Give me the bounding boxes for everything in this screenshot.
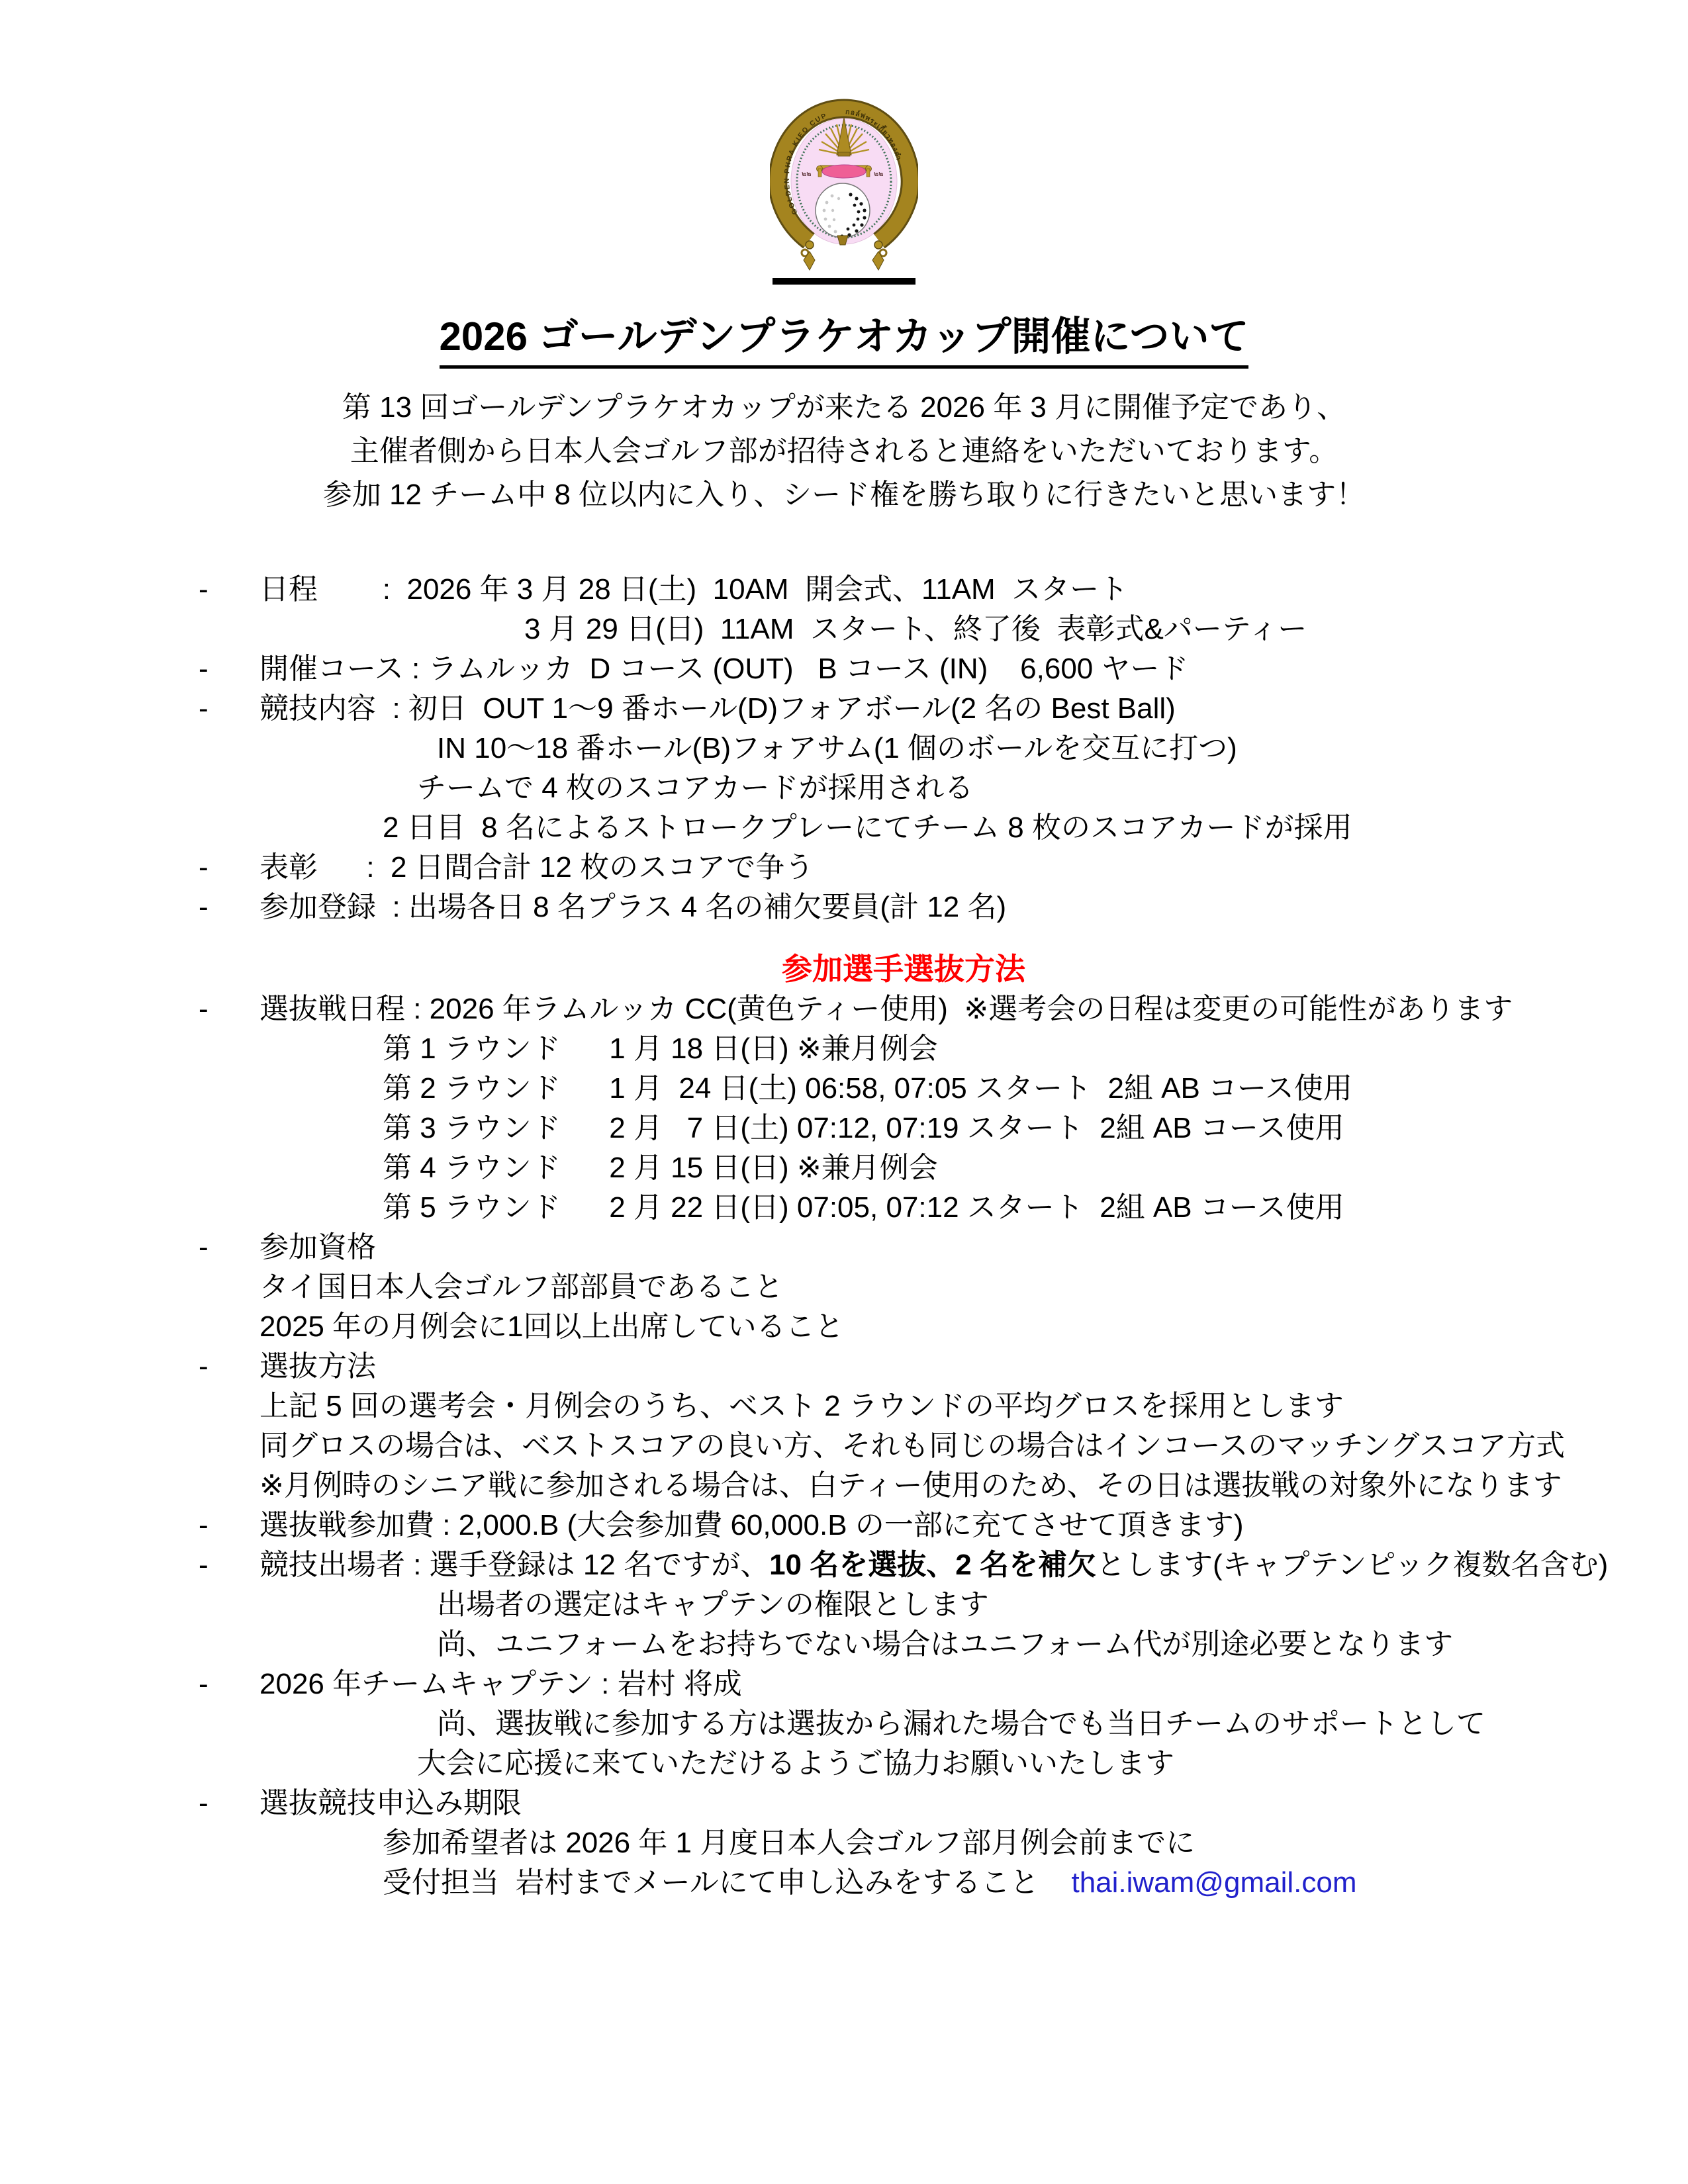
schedule-line-2: 3 月 29 日(日) 11AM スタート、終了後 表彰式&パーティー — [524, 613, 1307, 645]
bullet-dash: - — [199, 1509, 209, 1541]
bullet-dash: - — [199, 653, 209, 685]
intro-line-1: 第 13 回ゴールデンプラケオカップが来たる 2026 年 3 月に開催予定であり、 — [342, 391, 1346, 424]
captain-line: 2026 年チームキャプテン : 岩村 将成 — [259, 1668, 742, 1700]
round-3-line: 第 3 ラウンド 2 月 7 日(土) 07:12, 07:19 スタート 2組 AB コース使用 — [383, 1112, 1344, 1144]
course-line: 開催コース : ラムルッカ D コース (OUT) B コース (IN) 6,600 ヤード — [259, 653, 1189, 685]
logo-arc-text-left-path: GOLDEN PHRA KIEO CUP — [782, 111, 829, 216]
row-players — [199, 1545, 1609, 1585]
round-1-line: 第 1 ラウンド 1 月 18 日(日) ※兼月例会 — [383, 1032, 938, 1065]
round-2-line: 第 2 ラウンド 1 月 24 日(土) 06:58, 07:05 スタート 2組 AB コース使用 — [383, 1072, 1352, 1105]
method-line-3: 同グロスの場合は、ベストスコアの良い方、それも同じの場合はインコースのマッチングスコア方式 — [259, 1430, 1566, 1462]
eligibility-line: 参加資格 — [259, 1231, 376, 1263]
format-line-3: チームで 4 枚のスコアカードが採用される — [417, 772, 974, 804]
row-fee — [199, 1506, 1609, 1545]
row-deadline — [199, 1784, 1609, 1823]
bullet-dash: - — [199, 993, 209, 1025]
row-eligibility — [199, 1228, 1609, 1267]
method-line-4: ※月例時のシニア戦に参加される場合は、白ティー使用のため、その日は選抜戦の対象外になります — [259, 1469, 1562, 1502]
round-5-line: 第 5 ラウンド 2 月 22 日(日) 07:05, 07:12 スタート 2組 AB コース使用 — [383, 1191, 1344, 1224]
schedule-line: 日程 : 2026 年 3 月 28 日(土) 10AM 開会式、11AM スタート — [259, 573, 1129, 606]
players-line-post: とします(キャプテンピック複数名含む) — [1096, 1549, 1609, 1581]
selection-method-heading: 参加選手選抜方法 — [782, 952, 1025, 986]
method-line-2: 上記 5 回の選考会・月例会のうち、ベスト 2 ラウンドの平均グロスを採用とします — [259, 1390, 1344, 1422]
row-schedule — [199, 570, 1609, 610]
captain-line-2: 尚、選抜戦に参加する方は選抜から漏れた場合でも当日チームのサポートとして — [437, 1707, 1485, 1740]
deadline-line-3 — [199, 1863, 1609, 1903]
players-line-pre: 競技出場者 : 選手登録は 12 名ですが、 — [259, 1549, 770, 1581]
format-line: 競技内容 : 初日 OUT 1～9 番ホール(D)フォアボール(2 名の Best Ball) — [259, 692, 1176, 725]
row-course — [199, 649, 1609, 689]
intro-line-3: 参加 12 チーム中 8 位以内に入り、シード権を勝ち取りに行きたいと思います！ — [322, 478, 1366, 511]
deadline-line-2: 参加希望者は 2026 年 1 月度日本人会ゴルフ部月例会前までに — [383, 1827, 1196, 1859]
bullet-dash: - — [199, 1668, 209, 1700]
logo-emblem-icon — [770, 98, 918, 275]
row-method — [199, 1347, 1609, 1387]
row-selection-schedule — [199, 989, 1609, 1029]
page-title — [0, 314, 1688, 369]
players-line-3: 尚、ユニフォームをお持ちでない場合はユニフォーム代が別途必要となります — [437, 1628, 1454, 1661]
award-line: 表彰 : 2 日間合計 12 枚のスコアで争う — [259, 851, 814, 884]
bullet-dash: - — [199, 1549, 209, 1581]
format-line-4: 2 日目 8 名によるストロークプレーにてチーム 8 枚のスコアカードが採用 — [383, 811, 1352, 844]
content-list — [0, 570, 1688, 1903]
intro-paragraph — [0, 386, 1688, 517]
page-title-text: 2026 ゴールデンプラケオカップ開催について — [440, 314, 1249, 369]
bullet-dash: - — [199, 1350, 209, 1383]
bullet-dash: - — [199, 692, 209, 725]
bullet-dash: - — [199, 851, 209, 884]
row-registration — [199, 887, 1609, 927]
logo-right-mark: ๒๒ — [874, 170, 884, 178]
bullet-dash: - — [199, 1231, 209, 1263]
row-award — [199, 848, 1609, 887]
email-link[interactable]: thai.iwam@gmail.com — [1071, 1866, 1357, 1899]
round-4-line: 第 4 ラウンド 2 月 15 日(日) ※兼月例会 — [383, 1152, 938, 1184]
intro-line-2: 主催者側から日本人会ゴルフ部が招待されると連絡をいただいております。 — [350, 435, 1338, 467]
captain-line-3: 大会に応援に来ていただけるようご協力お願いいたします — [417, 1747, 1174, 1780]
row-format — [199, 689, 1609, 729]
logo-underline-rule — [773, 278, 915, 285]
players-line-2: 出場者の選定はキャプテンの権限とします — [437, 1588, 989, 1621]
registration-line: 参加登録 : 出場各日 8 名プラス 4 名の補欠要員(計 12 名) — [259, 891, 1007, 923]
bullet-dash: - — [199, 573, 209, 606]
method-line: 選抜方法 — [259, 1350, 376, 1383]
golden-phra-kieo-cup-logo — [770, 98, 918, 275]
logo-arc-text-right-path: กอล์ฟพระเกี้ยวทองคำ — [845, 107, 903, 162]
bullet-dash: - — [199, 891, 209, 923]
deadline-line: 選抜競技申込み期限 — [259, 1787, 522, 1819]
selection-schedule-line: 選抜戦日程 : 2026 年ラムルッカ CC(黄色ティー使用) ※選考会の日程は変更の可能性があります — [259, 993, 1513, 1025]
deadline-line-3-pre: 受付担当 岩村までメールにて申し込みをすること — [383, 1866, 1072, 1899]
logo-left-mark: ๒๒ — [802, 170, 812, 178]
eligibility-line-3: 2025 年の月例会に1回以上出席していること — [259, 1310, 844, 1343]
eligibility-line-2: タイ国日本人会ゴルフ部部員であること — [259, 1271, 784, 1303]
row-captain — [199, 1664, 1609, 1704]
fee-line: 選抜戦参加費 : 2,000.B (大会参加費 60,000.B の一部に充てさせて頂きます) — [259, 1509, 1244, 1541]
players-line — [259, 1545, 1608, 1585]
format-line-2: IN 10～18 番ホール(B)フォアサム(1 個のボールを交互に打つ) — [437, 732, 1237, 764]
bullet-dash: - — [199, 1787, 209, 1819]
players-line-bold: 10 名を選抜、2 名を補欠 — [769, 1549, 1096, 1581]
